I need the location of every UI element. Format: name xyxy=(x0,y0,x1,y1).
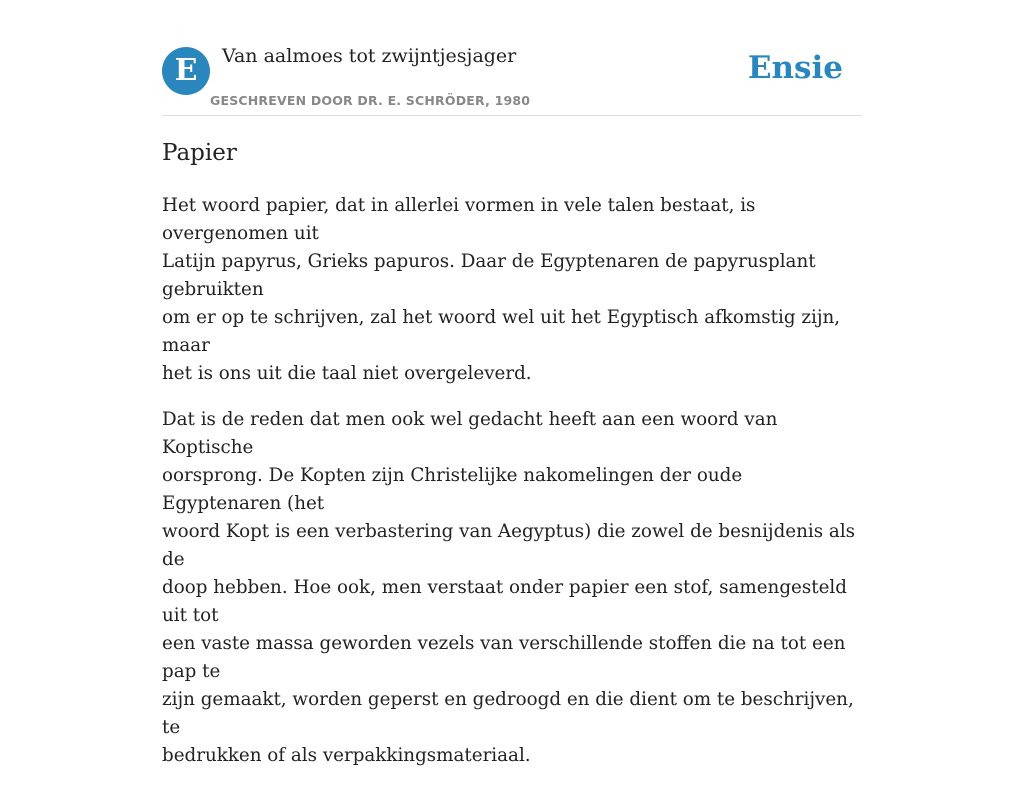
paragraph: Het woord papier, dat in allerlei vormen in vele talen bestaat, is overgenomen uit Latijn papyrus, Grieks papuros. Daar de Egyptenaren de papyrusplant gebruikten om er op te schrijven, zal het woord wel uit het Egyptisch afkomstig zijn, maar het is ons uit die taal niet overgeleverd. xyxy=(162,195,841,384)
author-line: GESCHREVEN DOOR DR. E. SCHRÖDER, 1980 xyxy=(210,93,531,108)
ensie-logo-icon[interactable]: E xyxy=(162,47,210,95)
header-divider xyxy=(162,115,862,116)
entry-title: Papier xyxy=(162,140,237,166)
entry-body xyxy=(162,192,862,788)
paragraph: Dat is de reden dat men ook wel gedacht heeft aan een woord van Koptische oorsprong. De Kopten zijn Christelijke nakomelingen der oude Egyptenaren (het woord Kopt is een verbastering van Aegyptus) die zowel de besnijdenis als de doop hebben. Hoe ook, men verstaat onder papier een stof, samengesteld uit tot een vaste massa geworden vezels van verschillende stoffen die na tot een pap te zijn gemaakt, worden geperst en gedroogd en die dient om te beschrijven, te bedrukken of als verpakkingsmateriaal. xyxy=(162,409,856,766)
brand-logo[interactable]: Ensie xyxy=(747,50,843,86)
book-title[interactable]: Van aalmoes tot zwijntjesjager xyxy=(222,45,517,67)
